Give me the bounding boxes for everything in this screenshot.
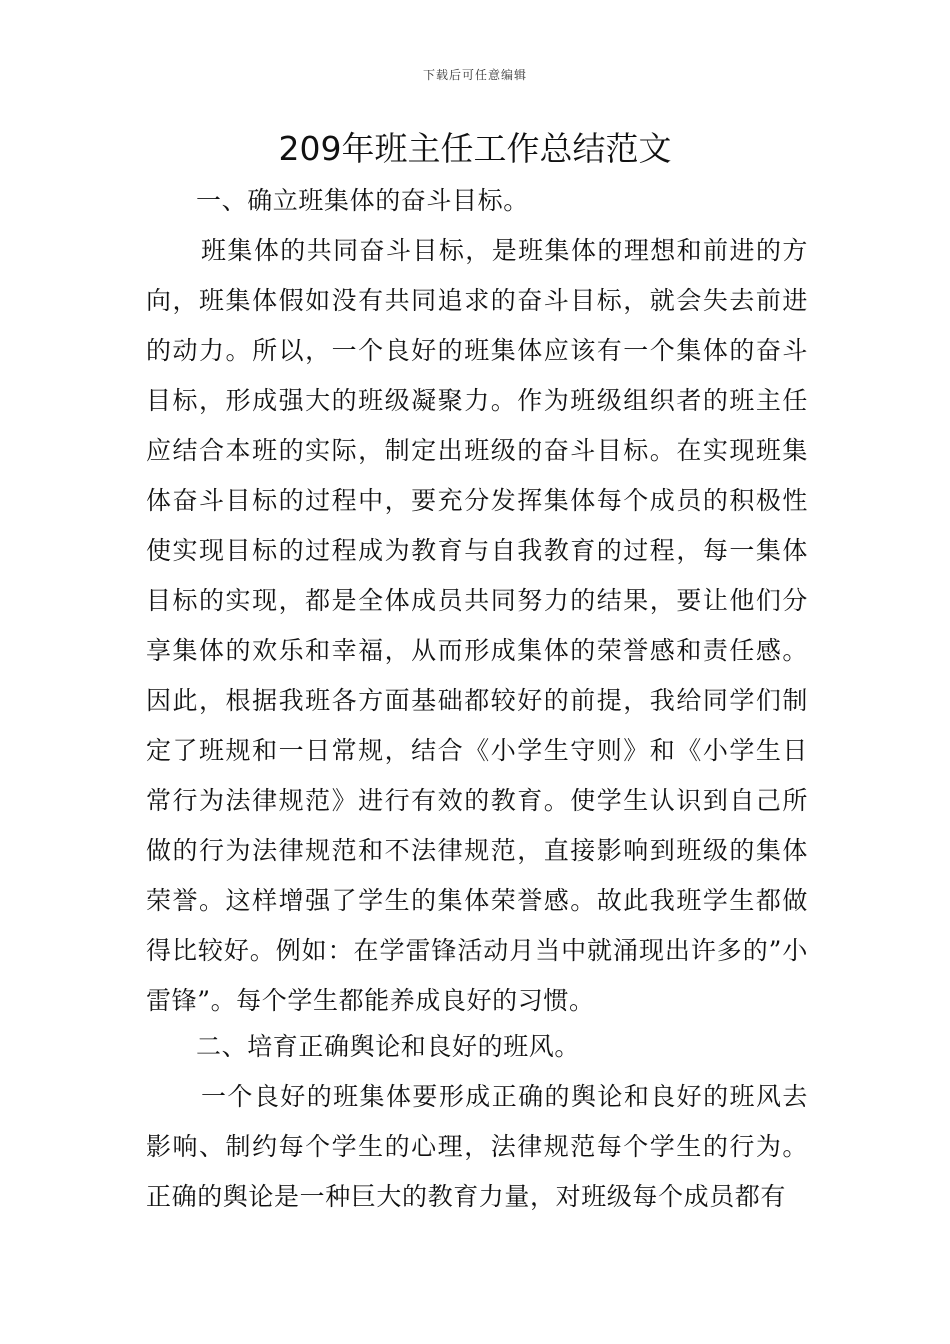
section-heading-1: 一、确立班集体的奋斗目标。	[196, 186, 529, 215]
section-paragraph-1: 班集体的共同奋斗目标，是班集体的理想和前进的方向，班集体假如没有共同追求的奋斗目标，就会失去前进的动力。所以，一个良好的班集体应该有一个集体的奋斗目标，形成强大的班级凝聚力。作为班级组织者的班主任应结合本班的实际，制定出班级的奋斗目标。在实现班集体奋斗目标的过程中，要充分发挥集体每个成员的积极性使实现目标的过程成为教育与自我教育的过程，每一集体目标的实现，都是全体成员共同努力的结果，要让他们分享集体的欢乐和幸福，从而形成集体的荣誉感和责任感。因此，根据我班各方面基础都较好的前提，我给同学们制定了班规和一日常规，结合《小学生守则》和《小学生日常行为法律规范》进行有效的教育。使学生认识到自己所做的行为法律规范和不法律规范，直接影响到班级的集体荣誉。这样增强了学生的集体荣誉感。故此我班学生都做得比较好。例如：在学雷锋活动月当中就涌现出许多的”小雷锋”。每个学生都能养成良好的习惯。	[146, 236, 808, 1015]
section-heading-2: 二、培育正确舆论和良好的班风。	[196, 1032, 581, 1061]
section-paragraph-2: 一个良好的班集体要形成正确的舆论和良好的班风去影响、制约每个学生的心理，法律规范每个学生的行为。正确的舆论是一种巨大的教育力量，对班级每个成员都有	[146, 1082, 808, 1211]
header-note: 下载后可任意编辑	[422, 68, 527, 82]
document-title: 209年班主任工作总结范文	[278, 129, 672, 168]
